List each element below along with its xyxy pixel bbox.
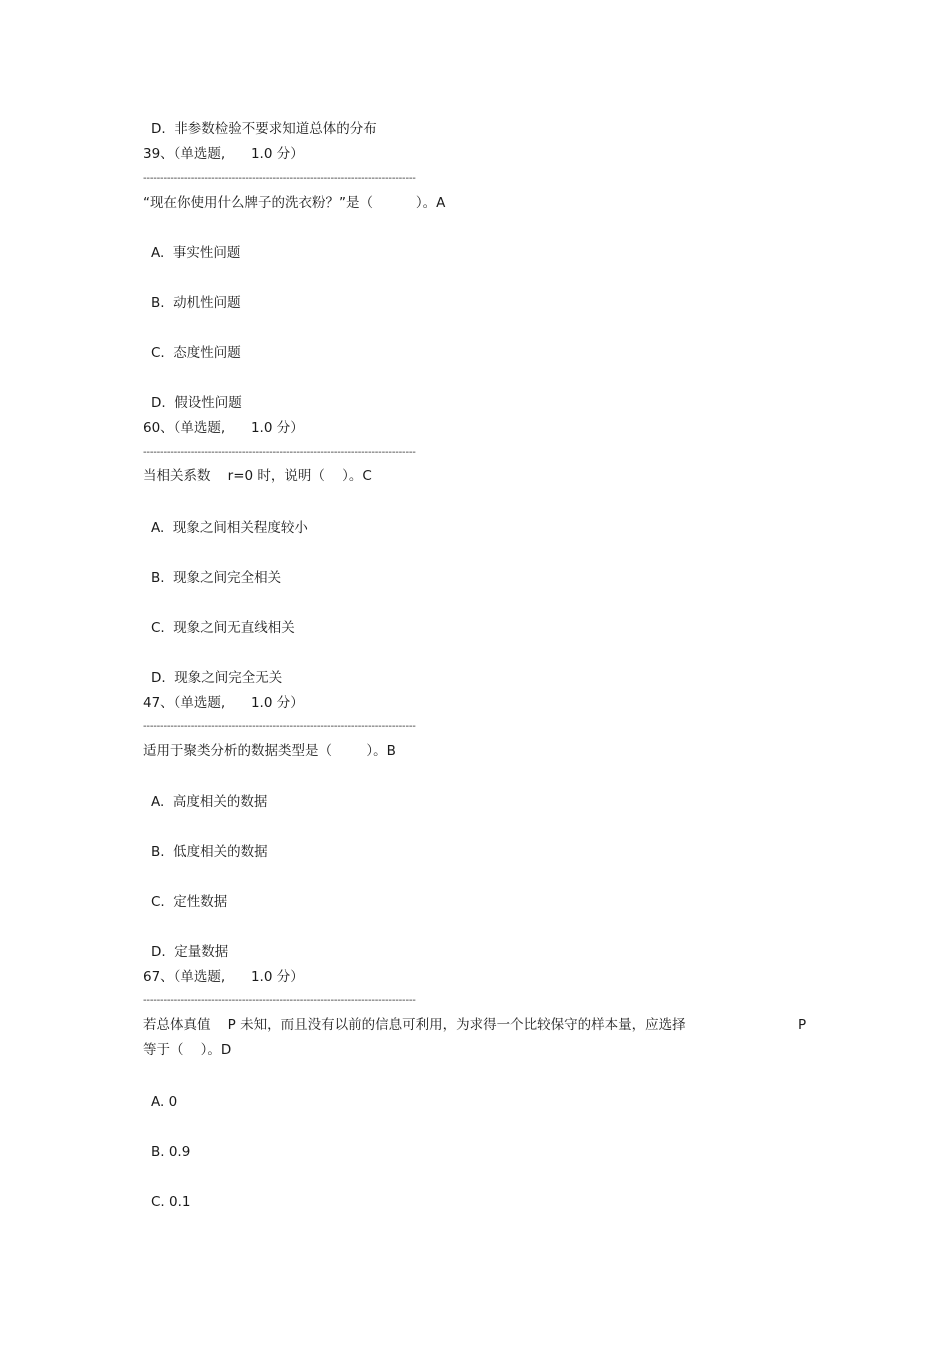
option-d: D. 假设性问题 [151,395,242,411]
question-text-tail: P [798,1017,807,1033]
separator-line: -------------------------------------------------------------------------------- [143,173,416,184]
question-text: 若总体真值 P 未知，而且没有以前的信息可利用，为求得一个比较保守的样本量，应选择 [143,1017,686,1033]
option-b: B. 现象之间完全相关 [151,570,282,586]
question-text: 适用于聚类分析的数据类型是（ ）。B [143,743,396,759]
option-b: B. 0.9 [151,1144,191,1160]
option-c: C. 态度性问题 [151,345,241,361]
option-a: A. 现象之间相关程度较小 [151,520,308,536]
option-b: B. 动机性问题 [151,295,241,311]
question-text: 当相关系数 r=0 时，说明（ ）。C [143,468,372,484]
question-header: 39、（单选题, 1.0 分） [143,146,304,162]
option-c: C. 定性数据 [151,894,228,910]
separator-line: -------------------------------------------------------------------------------- [143,447,416,458]
question-text: “现在你使用什么牌子的洗衣粉？”是（ ）。A [143,195,446,211]
option-d: D. 定量数据 [151,944,229,960]
option-a: A. 高度相关的数据 [151,794,268,810]
option-a: A. 0 [151,1094,178,1110]
option-d: D. 非参数检验不要求知道总体的分布 [151,121,377,137]
separator-line: -------------------------------------------------------------------------------- [143,995,416,1006]
option-c: C. 现象之间无直线相关 [151,620,295,636]
question-header: 67、（单选题, 1.0 分） [143,969,304,985]
option-c: C. 0.1 [151,1194,191,1210]
option-a: A. 事实性问题 [151,245,241,261]
question-text: 等于（ ）。D [143,1042,232,1058]
option-b: B. 低度相关的数据 [151,844,268,860]
question-header: 60、（单选题, 1.0 分） [143,420,304,436]
question-header: 47、（单选题, 1.0 分） [143,695,304,711]
separator-line: -------------------------------------------------------------------------------- [143,721,416,732]
option-d: D. 现象之间完全无关 [151,670,283,686]
